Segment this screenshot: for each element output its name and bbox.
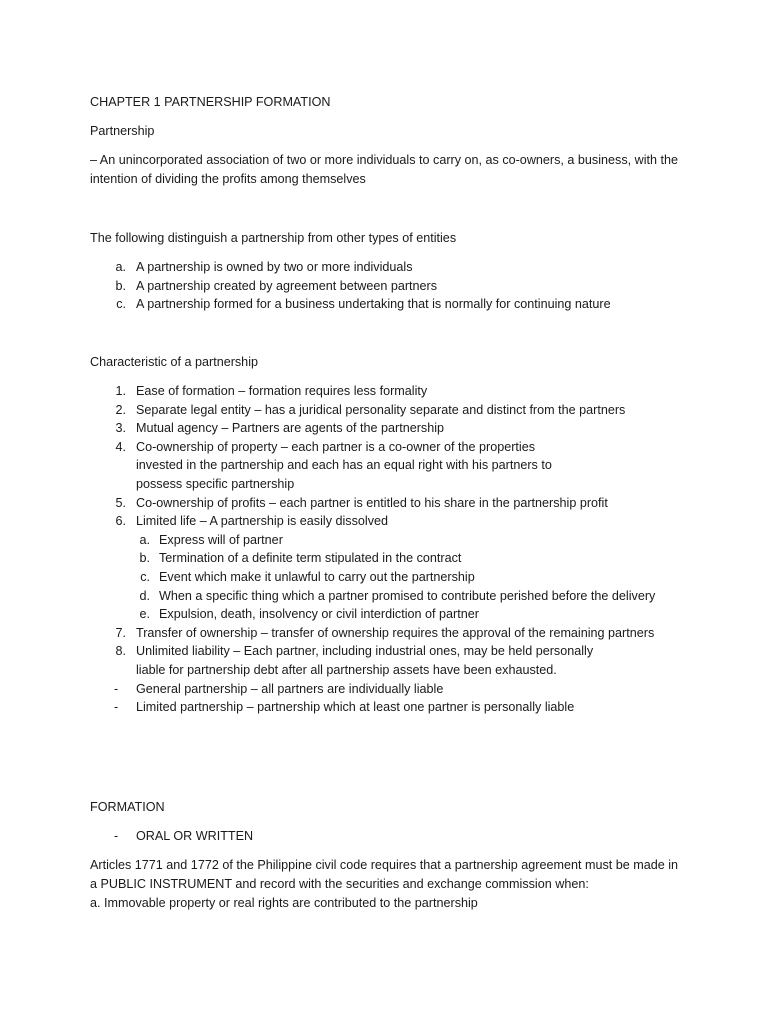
dash-item: - General partnership – all partners are individually liable [114, 681, 444, 696]
list-item: b. A partnership created by agreement between partners [115, 278, 438, 293]
sub-list-item: a. Express will of partner [139, 532, 283, 547]
chapter-title: CHAPTER 1 PARTNERSHIP FORMATION [90, 95, 331, 109]
list-item: c. A partnership formed for a business undertaking that is normally for continuing nature [116, 297, 611, 312]
formation-heading: FORMATION [90, 800, 165, 814]
list-item: 3. Mutual agency – Partners are agents of the partnership [115, 421, 445, 436]
dash-item: - Limited partnership – partnership which at least one partner is personally liable [114, 700, 575, 715]
sub-list-item: c. Event which make it unlawful to carry out the partnership [140, 569, 475, 584]
characteristics-list [90, 382, 690, 717]
list-item: 6. Limited life – A partnership is easily dissolved [115, 514, 389, 529]
sub-list-item: e. Expulsion, death, insolvency or civil interdiction of partner [139, 607, 479, 622]
distinguish-list [90, 258, 690, 314]
list-item: 5. Co-ownership of profits – each partner is entitled to his share in the partnership profit [115, 495, 608, 510]
list-item: 8. Unlimited liability – Each partner, including industrial ones, may be held personally liable for partnership debt after all partnership assets have been exhausted. [115, 644, 594, 677]
dash-item: - ORAL OR WRITTEN [114, 829, 254, 843]
list-item: a. A partnership is owned by two or more individuals [115, 260, 413, 274]
list-item: 4. Co-ownership of property – each partner is a co-owner of the properties invested in the partnership and each has an equal right with his partners to possess specific partnership [115, 439, 552, 491]
partnership-heading: Partnership [90, 124, 155, 138]
formation-bullet [90, 827, 690, 846]
formation-paragraph: Articles 1771 and 1772 of the Philippine civil code requires that a partnership agreement must be made in a PUBLIC INSTRUMENT and record with the securities and exchange commission when: [90, 858, 679, 891]
partnership-definition: – An unincorporated association of two or more individuals to carry on, as co-owners, a business, with the intention of dividing the profits among themselves [90, 153, 679, 186]
formation-item-a: a. Immovable property or real rights are contributed to the partnership [90, 895, 478, 910]
sub-list-item: d. When a specific thing which a partner promised to contribute perished before the delivery [139, 588, 656, 603]
distinguish-intro: The following distinguish a partnership from other types of entities [90, 231, 457, 245]
characteristics-heading: Characteristic of a partnership [90, 355, 258, 369]
list-item: 1. Ease of formation – formation requires less formality [115, 384, 428, 398]
list-item: 2. Separate legal entity – has a juridical personality separate and distinct from the partners [115, 402, 626, 417]
list-item: 7. Transfer of ownership – transfer of ownership requires the approval of the remaining partners [115, 625, 655, 640]
sub-list-item: b. Termination of a definite term stipulated in the contract [139, 551, 462, 566]
